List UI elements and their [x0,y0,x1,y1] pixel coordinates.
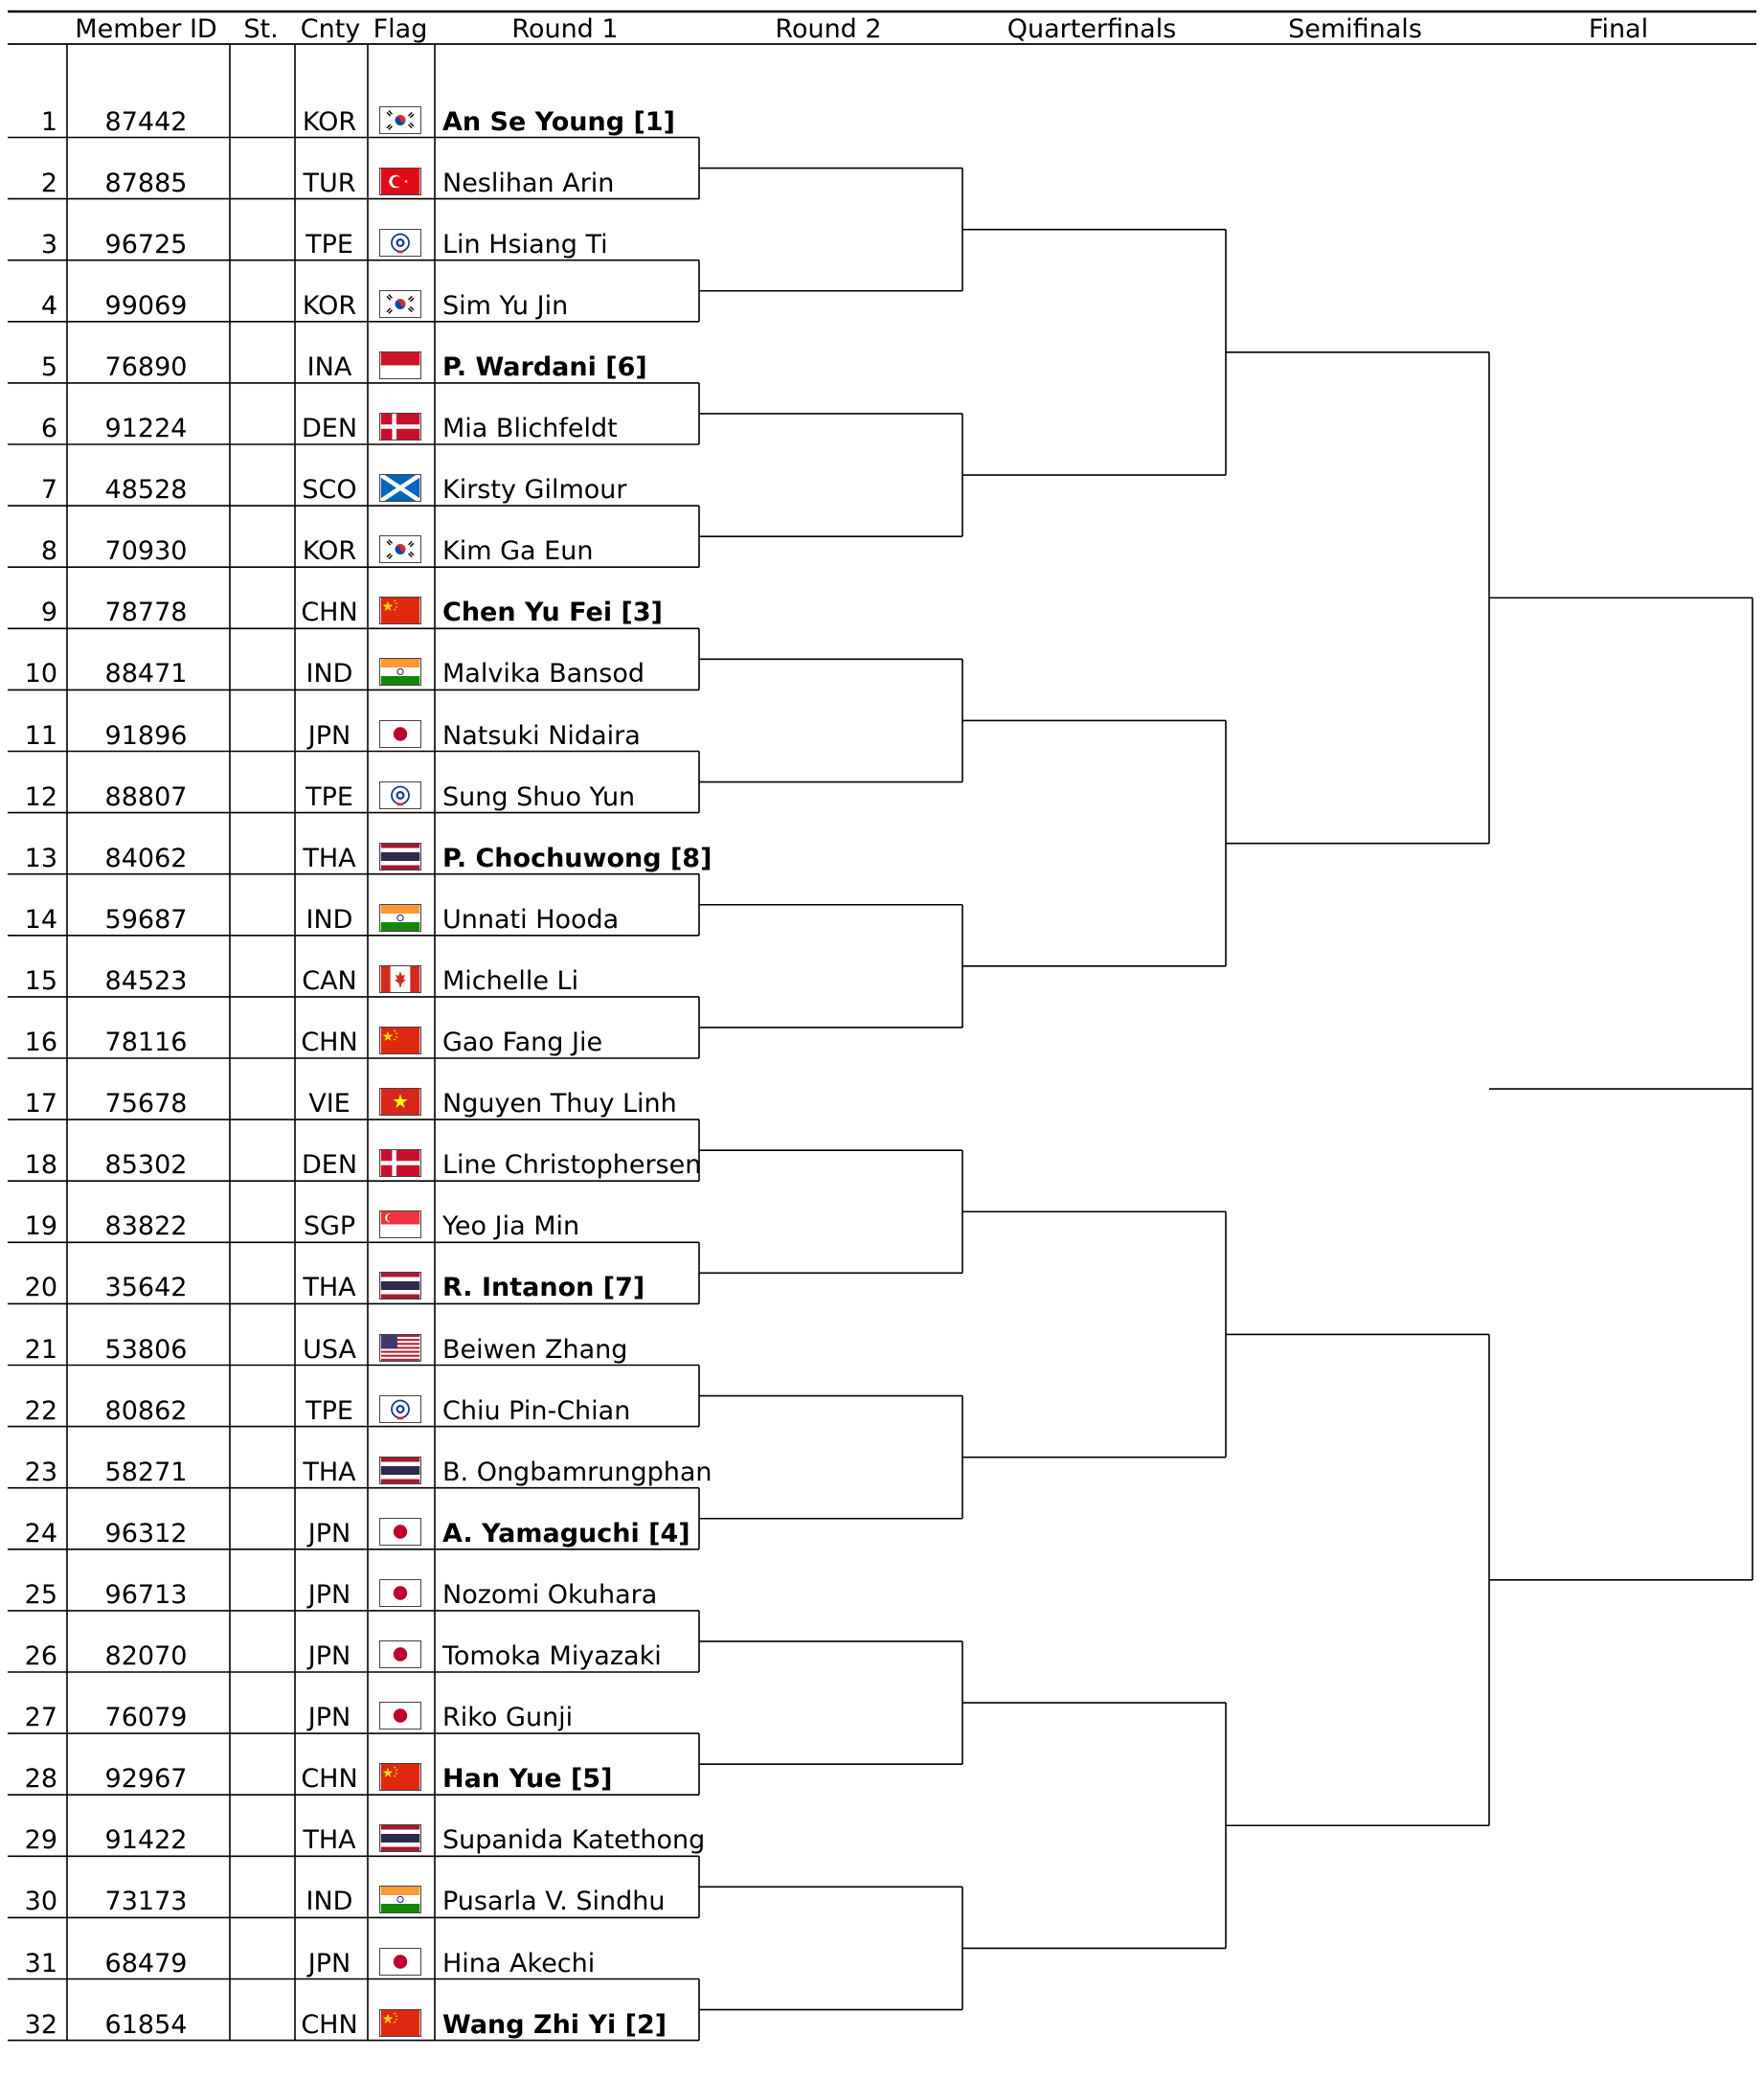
flag-ind-icon [379,1886,421,1913]
seeded-player-name: P. Wardani [6] [442,351,647,382]
country-code: SCO [302,475,357,506]
country-code: DEN [301,1150,358,1181]
draw-position: 26 [24,1641,57,1671]
flag-ind-icon [379,904,421,932]
flag-tha-icon [379,1824,421,1852]
country-code: THA [303,1825,356,1856]
member-id: 48528 [104,475,188,506]
member-id: 96713 [104,1579,188,1610]
flag-can-icon [379,965,421,993]
flag-jpn-icon [379,1518,421,1546]
draw-position: 18 [24,1150,57,1181]
country-code: JPN [307,1703,351,1733]
country-code: TUR [303,168,356,198]
country-code: CHN [301,2009,358,2040]
draw-position: 22 [24,1395,57,1426]
player-name: Yeo Jia Min [442,1211,580,1242]
player-name: Sim Yu Jin [442,290,569,321]
member-id: 68479 [104,1948,188,1978]
draw-position: 29 [24,1825,57,1856]
country-code: CHN [301,1028,358,1057]
country-code: JPN [307,1579,351,1610]
draw-position: 14 [24,904,57,935]
seeded-player-name: P. Chochuwong [8] [442,843,712,873]
country-code: KOR [302,106,357,137]
country-code: CAN [302,965,357,996]
member-id: 83822 [104,1211,188,1242]
seeded-player-name: A. Yamaguchi [4] [442,1518,690,1549]
country-code: TPE [305,229,353,260]
country-code: JPN [307,1948,351,1978]
country-code: IND [305,659,353,690]
member-id: 78116 [104,1028,188,1057]
member-id: 92967 [104,1764,188,1795]
player-name: Tomoka Miyazaki [442,1641,662,1671]
country-code: JPN [307,1518,351,1549]
player-name: Beiwen Zhang [442,1334,628,1365]
player-name: Kim Ga Eun [442,536,594,567]
flag-jpn-icon [379,1640,421,1668]
player-name: Nguyen Thuy Linh [442,1089,677,1119]
flag-tpe-icon [379,781,421,809]
flag-den-icon [379,1149,421,1177]
header-semifinals: Semifinals [1288,14,1422,44]
draw-position: 8 [40,536,57,567]
flag-chn-icon [379,2009,421,2037]
flag-tha-icon [379,1272,421,1300]
member-id: 61854 [104,2009,188,2040]
player-name: Natsuki Nidaira [442,720,641,751]
seeded-player-name: Wang Zhi Yi [2] [442,2009,667,2040]
member-id: 84523 [104,965,188,996]
flag-tpe-icon [379,229,421,257]
player-name: Neslihan Arin [442,168,615,198]
country-code: CHN [301,1764,358,1795]
member-id: 91422 [104,1825,188,1856]
member-id: 87442 [104,106,188,137]
country-code: TPE [305,1395,353,1426]
member-id: 88807 [104,781,188,812]
seeded-player-name: R. Intanon [7] [442,1273,645,1303]
player-name: Supanida Katethong [442,1825,706,1856]
draw-position: 11 [24,720,57,751]
header-status: St. [243,14,279,44]
draw-position: 25 [24,1579,57,1610]
country-code: SGP [303,1211,356,1242]
country-code: KOR [302,536,357,567]
draw-position: 10 [24,659,57,690]
member-id: 99069 [104,290,188,321]
flag-sgp-icon [379,1210,421,1238]
draw-position: 27 [24,1703,57,1733]
flag-tha-icon [379,1457,421,1484]
country-code: INA [306,351,352,382]
flag-sco-icon [379,474,421,502]
member-id: 78778 [104,598,188,628]
flag-tur-icon [379,168,421,195]
header-round1: Round 1 [511,14,619,44]
header-round2: Round 2 [775,14,882,44]
member-id: 58271 [104,1457,188,1487]
flag-vie-icon [379,1088,421,1116]
member-id: 76890 [104,351,188,382]
member-id: 76079 [104,1703,188,1733]
flag-kor-icon [379,535,421,563]
flag-kor-icon [379,106,421,134]
draw-position: 7 [40,475,57,506]
draw-position: 9 [40,598,57,628]
draw-position: 16 [24,1028,57,1057]
country-code: KOR [302,290,357,321]
header-member-id: Member ID [75,14,217,44]
member-id: 91224 [104,414,188,443]
flag-kor-icon [379,290,421,318]
member-id: 96725 [104,229,188,260]
country-code: JPN [307,1641,351,1671]
flag-tha-icon [379,843,421,870]
country-code: VIE [308,1089,351,1119]
country-code: CHN [301,598,358,628]
member-id: 84062 [104,843,188,873]
flag-ind-icon [379,658,421,686]
draw-position: 13 [24,843,57,873]
draw-position: 4 [40,290,57,321]
player-name: Malvika Bansod [442,659,645,690]
header-country: Cnty [300,14,361,44]
player-name: Michelle Li [442,965,579,996]
draw-position: 6 [40,414,57,443]
player-name: Chiu Pin-Chian [442,1395,631,1426]
country-code: DEN [301,414,358,443]
seeded-player-name: Chen Yu Fei [3] [442,598,663,628]
country-code: JPN [307,720,351,751]
flag-den-icon [379,413,421,441]
draw-position: 31 [24,1948,57,1978]
country-code: THA [303,1273,356,1303]
draw-position: 3 [40,229,57,260]
player-name: Gao Fang Jie [442,1028,603,1057]
draw-position: 12 [24,781,57,812]
player-name: Riko Gunji [442,1703,574,1733]
flag-jpn-icon [379,1948,421,1976]
member-id: 80862 [104,1395,188,1426]
player-name: Sung Shuo Yun [442,781,636,812]
flag-usa-icon [379,1334,421,1362]
player-name: Pusarla V. Sindhu [442,1887,666,1917]
country-code: THA [303,843,356,873]
flag-ina-icon [379,351,421,379]
member-id: 35642 [104,1273,188,1303]
header-final: Final [1588,14,1649,44]
draw-position: 5 [40,351,57,382]
player-name: Hina Akechi [442,1948,596,1978]
member-id: 91896 [104,720,188,751]
member-id: 85302 [104,1150,188,1181]
flag-tpe-icon [379,1395,421,1423]
draw-position: 15 [24,965,57,996]
member-id: 75678 [104,1089,188,1119]
draw-position: 2 [40,168,57,198]
member-id: 59687 [104,904,188,935]
flag-jpn-icon [379,720,421,748]
flag-chn-icon [379,1763,421,1791]
draw-position: 32 [24,2009,57,2040]
seeded-player-name: Han Yue [5] [442,1764,613,1795]
country-code: IND [305,1887,353,1917]
member-id: 53806 [104,1334,188,1365]
header-flag: Flag [373,14,428,44]
player-name: B. Ongbamrungphan [442,1457,712,1487]
player-name: Kirsty Gilmour [442,475,627,506]
member-id: 73173 [104,1887,188,1917]
country-code: TPE [305,781,353,812]
member-id: 70930 [104,536,188,567]
draw-position: 28 [24,1764,57,1795]
member-id: 87885 [104,168,188,198]
country-code: IND [305,904,353,935]
draw-position: 17 [24,1089,57,1119]
player-name: Line Christophersen [442,1150,702,1181]
member-id: 88471 [104,659,188,690]
member-id: 96312 [104,1518,188,1549]
flag-chn-icon [379,597,421,624]
draw-position: 24 [24,1518,57,1549]
player-name: Mia Blichfeldt [442,414,618,443]
draw-position: 20 [24,1273,57,1303]
flag-jpn-icon [379,1702,421,1730]
header-quarterfinals: Quarterfinals [1006,14,1177,44]
player-name: Nozomi Okuhara [442,1579,658,1610]
country-code: THA [303,1457,356,1487]
member-id: 82070 [104,1641,188,1671]
draw-position: 1 [40,106,57,137]
player-name: Unnati Hooda [442,904,620,935]
draw-position: 30 [24,1887,57,1917]
draw-position: 21 [24,1334,57,1365]
seeded-player-name: An Se Young [1] [442,106,675,137]
draw-position: 19 [24,1211,57,1242]
draw-position: 23 [24,1457,57,1487]
country-code: USA [303,1334,356,1365]
flag-jpn-icon [379,1579,421,1607]
flag-chn-icon [379,1027,421,1054]
player-name: Lin Hsiang Ti [442,229,608,260]
